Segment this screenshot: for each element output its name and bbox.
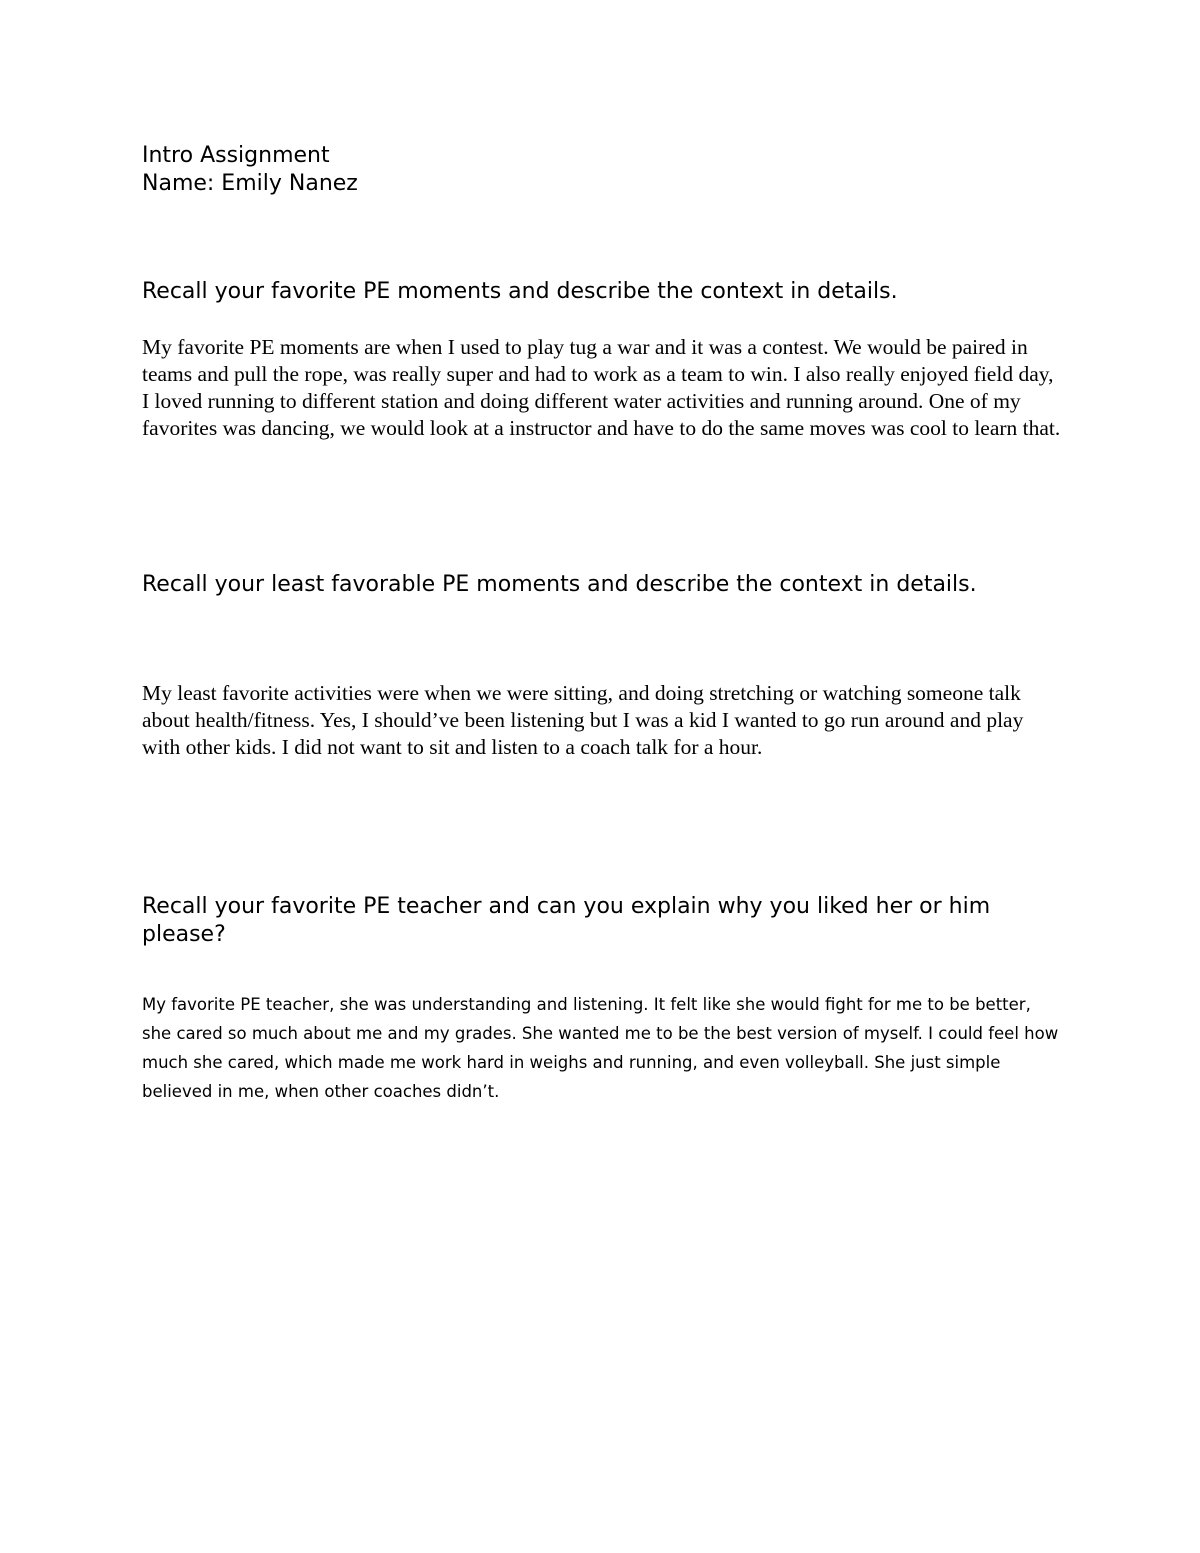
answer-1: My favorite PE moments are when I used to play tug a war and it was a contest. We would be paired in teams and pull the rope, was really super and had to work as a team to win. I also really enjoyed field day, I loved running to different station and doing different water activities and running around. One of my favorites was dancing, we would look at a instructor and have to do the same moves was cool to learn that. [142,335,1061,440]
question-2: Recall your least favorable PE moments and describe the context in details. [142,572,977,597]
section-3-answer [142,990,1062,1106]
answer-2: My least favorite activities were when we were sitting, and doing stretching or watching someone talk about health/fitness. Yes, I should’ve been listening but I was a kid I wanted to go run around and play with other kids. I did not want to sit and listen to a coach talk for a hour. [142,681,1024,759]
document-title: Intro Assignment [142,143,330,168]
question-3: Recall your favorite PE teacher and can you explain why you liked her or him please? [142,894,991,947]
document-header [142,142,1062,198]
section-2 [142,571,1062,599]
section-2-answer [142,680,1062,761]
question-1: Recall your favorite PE moments and describe the context in details. [142,279,898,304]
section-1-answer [142,334,1062,442]
section-3 [142,893,1062,949]
section-1 [142,278,1062,306]
student-name: Name: Emily Nanez [142,171,358,196]
answer-3: My favorite PE teacher, she was understanding and listening. It felt like she would fight for me to be better, she cared so much about me and my grades. She wanted me to be the best version of myself. I could feel how much she cared, which made me work hard in weighs and running, and even volleyball. She just simple believed in me, when other coaches didn’t. [142,995,1059,1101]
